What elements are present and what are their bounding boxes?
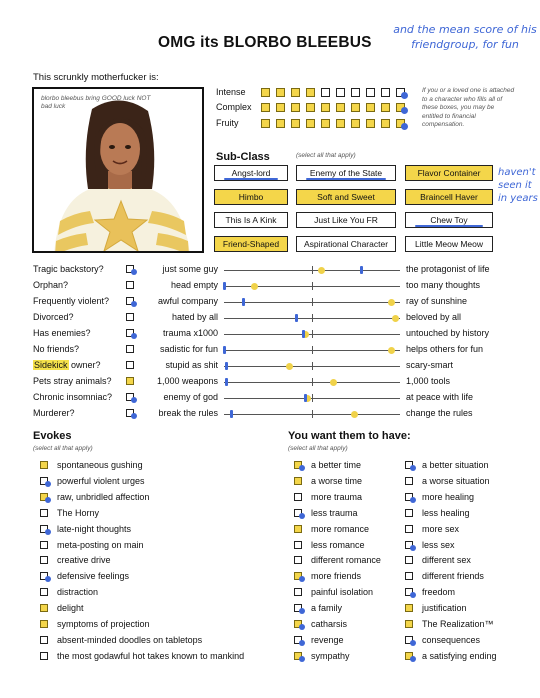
meter-box[interactable] [291, 88, 300, 97]
checkbox[interactable] [40, 620, 48, 628]
checklist-item-label: The Realization™ [422, 619, 494, 629]
slider-right-label: untouched by history [406, 328, 490, 338]
question-label [33, 360, 101, 370]
meter-box[interactable] [291, 119, 300, 128]
meter-box[interactable] [366, 119, 375, 128]
checkbox[interactable] [40, 604, 48, 612]
meter-box[interactable] [261, 103, 270, 112]
checkbox[interactable] [405, 620, 413, 628]
pen-mark [299, 576, 305, 582]
pen-mark [45, 497, 51, 503]
slider-right-label: scary-smart [406, 360, 453, 370]
question-label: Murderer? [33, 408, 75, 418]
checkbox[interactable] [294, 588, 302, 596]
checkbox[interactable] [40, 588, 48, 596]
question-label: Divorced? [33, 312, 74, 322]
meter-box[interactable] [336, 103, 345, 112]
pen-mark [410, 656, 416, 662]
question-label: Orphan? [33, 280, 69, 290]
checkbox[interactable] [405, 572, 413, 580]
pen-mark [45, 529, 51, 535]
slider-right-label: the protagonist of life [406, 264, 490, 274]
compensation-disclaimer: If you or a loved one is attached to a character who fills all of these boxes, you may be entitled to financial compensation. [422, 87, 515, 128]
slider-midpoint [312, 346, 313, 354]
pen-mark [45, 481, 51, 487]
portrait-illustration [34, 89, 204, 253]
checklist-item-label: catharsis [311, 619, 348, 629]
pen-underline [415, 225, 483, 227]
slider-left-label: enemy of god [163, 392, 218, 402]
subclass-option[interactable]: Enemy of the State [296, 165, 396, 181]
slider-right-label: at peace with life [406, 392, 474, 402]
slider-midpoint [312, 362, 313, 370]
pen-mark [225, 378, 228, 386]
checklist-item-label: painful isolation [311, 587, 374, 598]
checklist-item-label: more sex [422, 523, 460, 534]
checklist-item-label: less sex [422, 539, 455, 550]
pen-mark [410, 465, 416, 471]
pen-mark [410, 640, 416, 646]
checklist-item-label: creative drive [57, 555, 111, 566]
question-label: Frequently violent? [33, 296, 110, 306]
checklist-item-label: meta-posting on main [57, 539, 144, 550]
slider-left-label: break the rules [158, 408, 218, 418]
checklist-item-label: powerful violent urges [57, 475, 145, 486]
slider-midpoint [312, 266, 313, 274]
question-label: Tragic backstory? [33, 264, 104, 274]
question-label: Has enemies? [33, 328, 91, 338]
pen-mark [401, 92, 408, 99]
subclass-option[interactable]: Little Meow Meow [405, 236, 493, 252]
checklist-item-label: The Horny [57, 507, 100, 518]
pen-underline [224, 178, 278, 180]
checkbox[interactable] [405, 477, 413, 485]
checkbox[interactable] [40, 556, 48, 564]
slider-left-label: just some guy [162, 264, 218, 274]
slider-left-label: sadistic for fun [159, 344, 218, 354]
handwritten-note-subclass: haven't seen it in years [498, 167, 538, 204]
meter-box[interactable] [276, 88, 285, 97]
checklist-item-label: sympathy [311, 650, 350, 661]
checkbox[interactable] [405, 556, 413, 564]
checkbox[interactable] [40, 652, 48, 660]
slider-knob[interactable] [286, 363, 293, 370]
checklist-item-label: distraction [57, 587, 99, 598]
want-title: You want them to have: [288, 430, 411, 442]
checkbox[interactable] [294, 541, 302, 549]
slider-midpoint [312, 410, 313, 418]
subclass-option[interactable]: Flavor Container [405, 165, 493, 181]
meter-box[interactable] [366, 103, 375, 112]
checklist-item-label: late-night thoughts [57, 523, 132, 534]
slider-knob[interactable] [388, 299, 395, 306]
checkbox[interactable] [40, 461, 48, 469]
checklist-item-label: delight [57, 603, 84, 614]
meter-box[interactable] [276, 103, 285, 112]
meter-box[interactable] [381, 103, 390, 112]
checklist-item-label: revenge [311, 634, 344, 645]
checkbox[interactable] [405, 509, 413, 517]
pen-mark [302, 330, 305, 338]
pen-mark [230, 410, 233, 418]
subclass-option[interactable]: Just Like You FR [296, 212, 396, 228]
subclass-select-note: (select all that apply) [296, 152, 356, 159]
pen-mark [299, 640, 305, 646]
checkbox[interactable] [40, 509, 48, 517]
pen-mark [410, 497, 416, 503]
meter-box[interactable] [336, 119, 345, 128]
slider-left-label: trauma x1000 [162, 328, 218, 338]
slider-knob[interactable] [318, 267, 325, 274]
meter-box[interactable] [306, 119, 315, 128]
slider-midpoint [312, 330, 313, 338]
pen-mark [410, 545, 416, 551]
meter-box[interactable] [381, 119, 390, 128]
portrait-caption: blorbo bleebus bring GOOD luck NOT bad luck [41, 95, 151, 110]
subclass-option[interactable]: Aspirational Character [296, 236, 396, 252]
checklist-item-label: different friends [422, 571, 484, 582]
subclass-option[interactable]: Braincell Haver [405, 189, 493, 205]
slider-knob[interactable] [392, 315, 399, 322]
meter-box[interactable] [366, 88, 375, 97]
checklist-item-label: consequences [422, 634, 481, 645]
subclass-title: Sub-Class [216, 151, 270, 163]
checklist-item-label: more trauma [311, 491, 363, 502]
slider-right-label: change the rules [406, 408, 473, 418]
pen-mark [299, 465, 305, 471]
checklist-item-label: symptoms of projection [57, 619, 150, 629]
slider-right-label: too many thoughts [406, 280, 481, 290]
character-portrait [32, 87, 204, 253]
pen-mark [223, 346, 226, 354]
checklist-item-label: more friends [311, 571, 362, 582]
pen-underline [306, 178, 386, 180]
question-label: No friends? [33, 344, 80, 354]
pen-mark [299, 608, 305, 614]
slider-knob[interactable] [251, 283, 258, 290]
question-label: Chronic insomniac? [33, 392, 113, 402]
checkbox[interactable] [405, 525, 413, 533]
meter-box[interactable] [306, 88, 315, 97]
slider-right-label: 1,000 tools [406, 376, 451, 386]
checklist-item-label: raw, unbridled affection [57, 491, 150, 502]
meter-box[interactable] [351, 88, 360, 97]
pen-mark [45, 576, 51, 582]
checklist-item-label: less romance [311, 539, 365, 550]
checklist-item-label: the most godawful hot takes known to mankind [57, 650, 245, 661]
meter-box[interactable] [291, 103, 300, 112]
checklist-item-label: freedom [422, 587, 456, 598]
meter-box[interactable] [321, 88, 330, 97]
slider-midpoint [312, 298, 313, 306]
slider-knob[interactable] [388, 347, 395, 354]
checklist-item-label: absent-minded doodles on tabletops [57, 634, 203, 645]
meter-label: Complex [216, 102, 252, 112]
subtitle: This scrunkly motherfucker is: [33, 72, 159, 83]
checklist-item-label: more romance [311, 523, 370, 534]
checkbox[interactable] [40, 541, 48, 549]
pen-mark [410, 592, 416, 598]
checklist-item-label: different romance [311, 555, 381, 566]
page-title: OMG its BLORBO BLEEBUS [158, 34, 372, 51]
meter-box[interactable] [261, 88, 270, 97]
pen-mark [299, 624, 305, 630]
meter-box[interactable] [336, 88, 345, 97]
evokes-select-note: (select all that apply) [33, 445, 93, 452]
checklist-item-label: less healing [422, 507, 470, 518]
subclass-option[interactable]: Himbo [214, 189, 288, 205]
meter-box[interactable] [351, 119, 360, 128]
pen-mark [295, 314, 298, 322]
checklist-item-label: a better situation [422, 460, 489, 470]
pen-mark [401, 123, 408, 130]
slider-knob[interactable] [330, 379, 337, 386]
checkbox[interactable] [294, 525, 302, 533]
checkbox[interactable] [294, 493, 302, 501]
checklist-item-label: a satisfying ending [422, 650, 497, 661]
handwritten-note-top: and the mean score of his friendgroup, for fun [393, 23, 537, 51]
slider-right-label: helps others for fun [406, 344, 484, 354]
pen-mark [299, 656, 305, 662]
pen-mark [304, 394, 307, 402]
checklist-item-label: a family [311, 603, 343, 614]
evokes-title: Evokes [33, 430, 72, 442]
subclass-option[interactable]: Angst-lord [214, 165, 288, 181]
slider-left-label: awful company [157, 296, 218, 306]
slider-left-label: head empty [170, 280, 218, 290]
subclass-option[interactable]: Chew Toy [405, 212, 493, 228]
slider-right-label: ray of sunshine [406, 296, 468, 306]
slider-knob[interactable] [351, 411, 358, 418]
checkbox[interactable] [294, 556, 302, 564]
slider-midpoint [312, 282, 313, 290]
meter-box[interactable] [351, 103, 360, 112]
pen-mark [299, 513, 305, 519]
checklist-item-label: more healing [422, 491, 475, 502]
question-label-rest: owner? [68, 360, 101, 370]
meter-box[interactable] [261, 119, 270, 128]
subclass-option[interactable]: Friend-Shaped [214, 236, 288, 252]
checkbox[interactable] [405, 604, 413, 612]
question-label: Pets stray animals? [33, 376, 112, 386]
highlighted-word: Sidekick [34, 360, 68, 370]
meter-box[interactable] [381, 88, 390, 97]
slider-left-label: 1,000 weapons [156, 376, 218, 386]
meter-box[interactable] [321, 103, 330, 112]
checklist-item-label: justification [422, 603, 467, 614]
meter-label: Fruity [216, 118, 239, 128]
slider-midpoint [312, 378, 313, 386]
pen-mark [225, 362, 228, 370]
checklist-item-label: spontaneous gushing [57, 460, 143, 470]
slider-left-label: hated by all [171, 312, 218, 322]
meter-box[interactable] [306, 103, 315, 112]
subclass-option[interactable]: This Is A Kink [214, 212, 288, 228]
pen-mark [242, 298, 245, 306]
slider-midpoint [312, 314, 313, 322]
pen-mark [360, 266, 363, 274]
slider-midpoint [312, 394, 313, 402]
checkbox[interactable] [40, 636, 48, 644]
checkbox[interactable] [294, 477, 302, 485]
subclass-option[interactable]: Soft and Sweet [296, 189, 396, 205]
checklist-item-label: a better time [311, 460, 362, 470]
slider-left-label: stupid as shit [165, 360, 218, 370]
checklist-item-label: defensive feelings [57, 571, 130, 582]
slider-right-label: beloved by all [406, 312, 462, 322]
want-select-note: (select all that apply) [288, 445, 348, 452]
pen-mark [223, 282, 226, 290]
meter-box[interactable] [276, 119, 285, 128]
checklist-item-label: different sex [422, 555, 471, 566]
checklist-item-label: a worse situation [422, 475, 490, 486]
meter-box[interactable] [321, 119, 330, 128]
checklist-item-label: a worse time [311, 475, 363, 486]
pen-mark [401, 107, 408, 114]
checklist-item-label: less trauma [311, 507, 358, 518]
meter-label: Intense [216, 87, 246, 97]
